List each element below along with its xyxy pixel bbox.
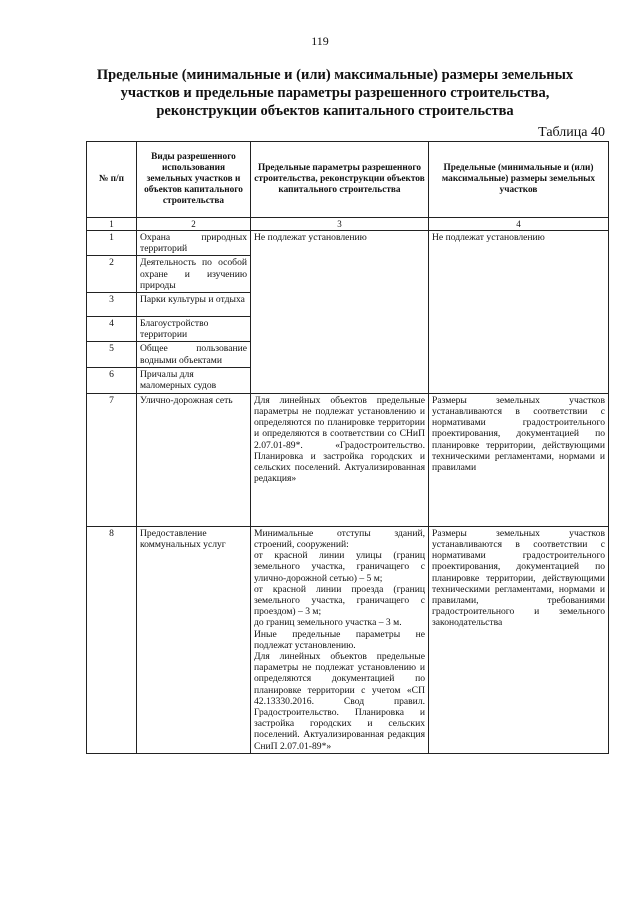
land-use-table (86, 141, 609, 754)
use-kind: Охрана природных территорий (137, 231, 251, 256)
build-params (251, 526, 429, 753)
column-index: 1 (87, 218, 137, 231)
row-number: 4 (87, 317, 137, 342)
row-number: 7 (87, 393, 137, 526)
use-kind: Парки культуры и отдыха (137, 293, 251, 317)
plot-sizes: Размеры земельных участков устанавливаются в соответствии с нормативами градостроительного проектирования, документацией по планировке территории, действующими техническими регламентами, нормами и правилами (429, 393, 609, 526)
header-number: № п/п (87, 142, 137, 218)
param-line: Для линейных объектов предельные параметры не подлежат установлению и определяются документацией по планировке территории с учетом «СП 42.13330.2016. Свод правил. Градостроительство. Планировка и застройка городских и сельских поселений. Актуализированная редакция СниП 2.07.01-89*» (254, 651, 425, 752)
column-index: 3 (251, 218, 429, 231)
build-params: Не подлежат установлению (251, 231, 429, 394)
use-kind: Общее пользование водными объектами (137, 342, 251, 367)
build-params: Для линейных объектов предельные параметры не подлежат установлению и определяются по планировке территории и определяются в соответствии со СНиП 2.07.01-89*. «Градостроительство. Планировка и застройка городских и сельских поселений. Актуализированная редакция» (251, 393, 429, 526)
param-line: до границ земельного участка – 3 м. (254, 617, 402, 629)
table-row (87, 526, 609, 753)
table-row (87, 231, 609, 256)
use-kind: Улично-дорожная сеть (137, 393, 251, 526)
header-use-kind: Виды разрешенного использования земельных участков и объектов капитального строительства (137, 142, 251, 218)
header-build-params: Предельные параметры разрешенного строительства, реконструкции объектов капитального строительства (251, 142, 429, 218)
row-number: 3 (87, 293, 137, 317)
row-number: 6 (87, 367, 137, 393)
param-line: Иные предельные параметры не подлежат установлению. (254, 628, 425, 651)
use-kind: Благоустройство территории (137, 317, 251, 342)
param-line: от красной линии улицы (границ земельного участка, граничащего с улично-дорожной сетью) – 5 м; (254, 550, 425, 584)
row-number: 5 (87, 342, 137, 367)
document-title: Предельные (минимальные и (или) максимальные) размеры земельных участков и предельные параметры разрешенного строительства, реконструкции объектов капитального строительства (96, 67, 574, 119)
row-number: 8 (87, 526, 137, 753)
table-row (87, 393, 609, 526)
plot-sizes: Не подлежат установлению (429, 231, 609, 394)
row-number: 2 (87, 256, 137, 293)
table-label: Таблица 40 (538, 125, 605, 140)
row-number: 1 (87, 231, 137, 256)
param-line: Минимальные отступы зданий, строений, сооружений: (254, 527, 425, 551)
column-index: 4 (429, 218, 609, 231)
use-kind: Причалы для маломерных судов (137, 367, 251, 393)
plot-sizes: Размеры земельных участков устанавливаются в соответствии с нормативами градостроительного проектирования, документацией по планировке территории, действующими техническими регламентами, нормами и правилами, требованиями градостроительного и земельного законодательства (429, 526, 609, 753)
header-plot-sizes: Предельные (минимальные и (или) максимальные) размеры земельных участков (429, 142, 609, 218)
use-kind: Предоставление коммунальных услуг (137, 526, 251, 753)
column-index-row (87, 218, 609, 231)
page-number: 119 (311, 34, 329, 48)
table-header-row (87, 142, 609, 218)
column-index: 2 (137, 218, 251, 231)
param-line: от красной линии проезда (границ земельного участка, граничащего с проездом) – 3 м; (254, 583, 425, 618)
use-kind: Деятельность по особой охране и изучению природы (137, 256, 251, 293)
